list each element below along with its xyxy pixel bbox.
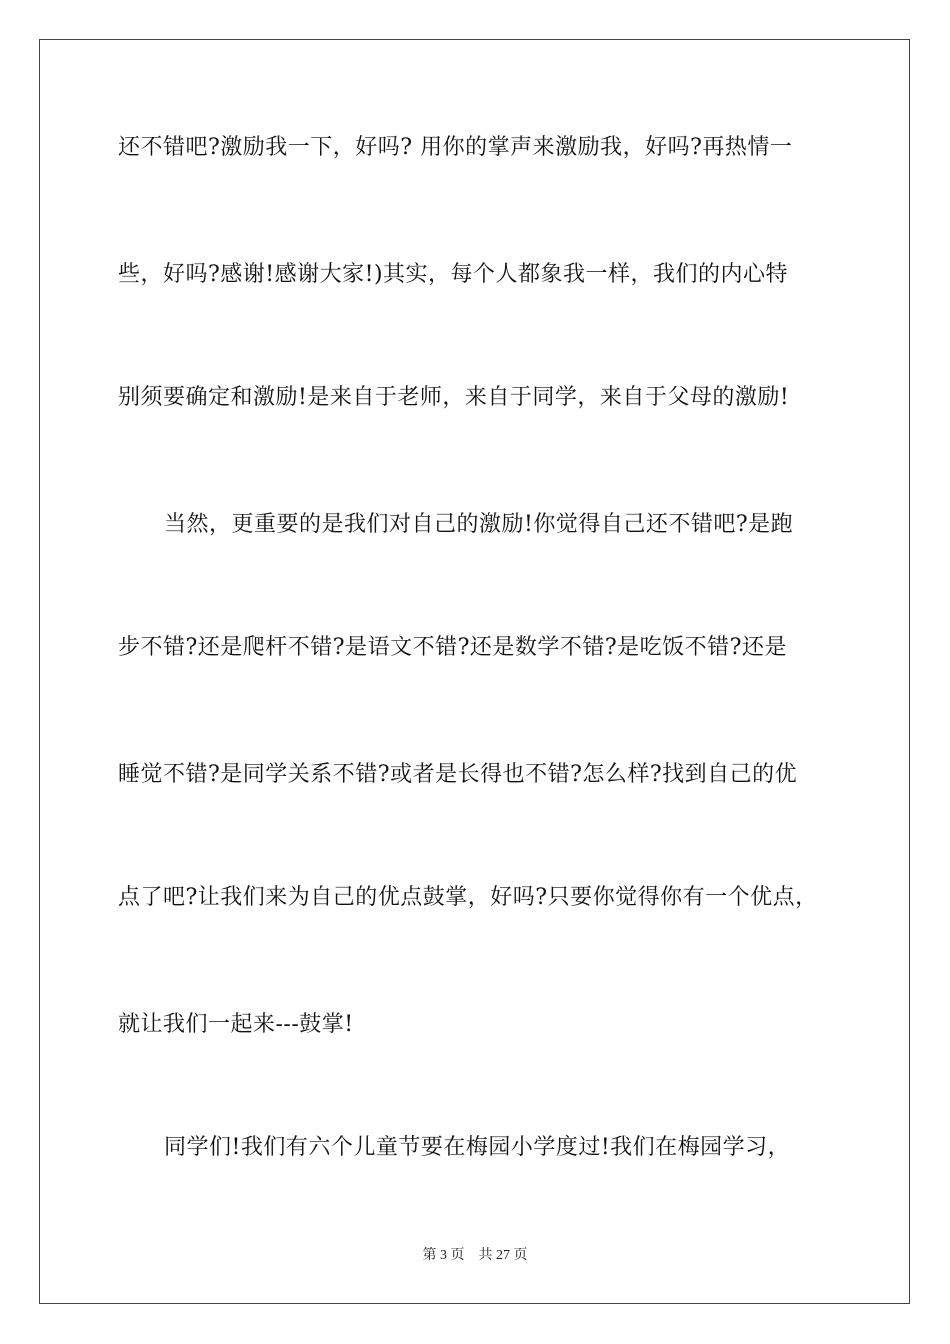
- text-line-8: 就让我们一起来---鼓掌!: [118, 1012, 354, 1037]
- text-line-4-paragraph-start: 当然，更重要的是我们对自己的激励!你觉得自己还不错吧?是跑: [164, 512, 794, 537]
- total-pages: 共 27 页: [478, 1248, 528, 1263]
- text-line-5: 步不错?还是爬杆不错?是语文不错?还是数学不错?是吃饭不错?还是: [118, 635, 787, 660]
- text-line-9-paragraph-start: 同学们!我们有六个儿童节要在梅园小学度过!我们在梅园学习，: [164, 1135, 791, 1160]
- page-number: 第 3 页: [422, 1248, 465, 1263]
- text-line-1: 还不错吧?激励我一下，好吗? 用你的掌声来激励我，好吗?再热情一: [118, 135, 793, 160]
- text-line-6: 睡觉不错?是同学关系不错?或者是长得也不错?怎么样?找到自己的优: [118, 762, 798, 787]
- text-line-3: 别须要确定和激励!是来自于老师，来自于同学，来自于父母的激励!: [118, 385, 790, 410]
- text-line-2: 些，好吗?感谢!感谢大家!)其实，每个人都象我一样，我们的内心特: [118, 262, 789, 287]
- text-line-7: 点了吧?让我们来为自己的优点鼓掌，好吗?只要你觉得你有一个优点，: [118, 885, 818, 910]
- page-footer: [0, 1246, 950, 1266]
- page-border: [39, 39, 910, 1304]
